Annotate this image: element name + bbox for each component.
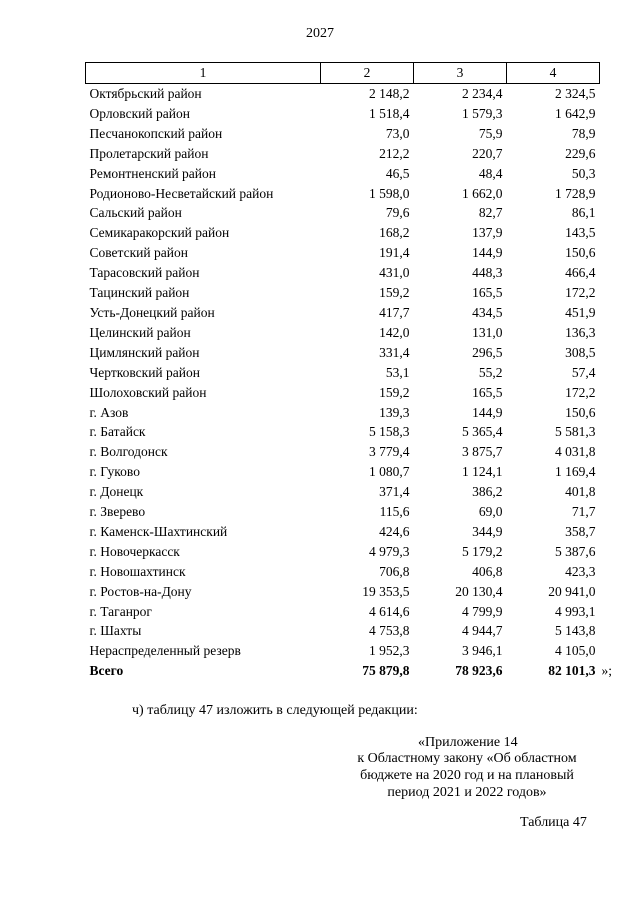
row-value: 2 234,4 <box>462 86 503 101</box>
row-value: 75,9 <box>478 125 503 141</box>
row-label: г. Волгодонск <box>89 444 168 460</box>
table-row <box>86 442 600 462</box>
row-value: 53,1 <box>385 364 410 380</box>
row-label: г. Шахты <box>89 623 142 639</box>
row-value: 4 105,0 <box>555 643 596 659</box>
table-row <box>86 144 600 164</box>
row-label: г. Каменск-Шахтинский <box>89 523 228 539</box>
row-value: 137,9 <box>472 225 503 241</box>
table-row <box>86 184 600 204</box>
row-value: 144,9 <box>472 245 503 261</box>
row-value: 136,3 <box>565 324 596 340</box>
law-reference <box>342 750 592 801</box>
row-value: 73,0 <box>385 125 410 141</box>
row-value: 159,2 <box>379 285 410 301</box>
row-label: г. Зверево <box>89 504 146 520</box>
row-label: Целинский район <box>89 324 191 340</box>
row-value: 168,2 <box>379 225 410 241</box>
table-row <box>86 223 600 243</box>
total-value <box>321 661 414 681</box>
row-value: 1 518,4 <box>369 105 410 121</box>
row-value: 2 324,5 <box>555 86 596 101</box>
amendment-paragraph: ч) таблицу 47 изложить в следующей редакции: <box>132 703 418 718</box>
row-value: 82,7 <box>478 205 503 221</box>
table-row <box>86 124 600 144</box>
row-label: г. Ростов-на-Дону <box>89 583 192 599</box>
row-value: 331,4 <box>379 344 410 360</box>
table-header-row <box>86 63 600 84</box>
row-value: 3 779,4 <box>369 444 410 460</box>
row-value: 229,6 <box>565 145 596 161</box>
row-value: 344,9 <box>472 523 503 539</box>
row-value: 1 080,7 <box>369 464 410 480</box>
row-value: 466,4 <box>565 265 596 281</box>
row-label: Песчанокопский район <box>89 125 223 141</box>
row-value: 424,6 <box>379 523 410 539</box>
appendix-title: «Приложение 14 <box>418 735 518 750</box>
row-value: 20 130,4 <box>455 583 503 599</box>
row-label: Ремонтненский район <box>89 165 216 181</box>
row-value: 4 753,8 <box>369 623 410 639</box>
row-value: 1 579,3 <box>462 105 503 121</box>
row-value: 1 124,1 <box>462 464 503 480</box>
column-header: 1 <box>86 63 321 84</box>
table-row <box>86 164 600 184</box>
row-label: Октябрьский район <box>89 86 202 101</box>
row-value: 3 946,1 <box>462 643 503 659</box>
table-row <box>86 203 600 223</box>
row-label: г. Новочеркасск <box>89 543 180 559</box>
row-value: 165,5 <box>472 384 503 400</box>
row-value: 212,2 <box>379 145 410 161</box>
row-label: г. Батайск <box>89 424 146 440</box>
row-value: 4 031,8 <box>555 444 596 460</box>
column-header: 4 <box>507 63 600 84</box>
table-row <box>86 363 600 383</box>
row-value: 386,2 <box>472 484 503 500</box>
row-value: 150,6 <box>565 404 596 420</box>
row-value: 144,9 <box>472 404 503 420</box>
column-header: 2 <box>321 63 414 84</box>
table-row <box>86 263 600 283</box>
row-value: 358,7 <box>565 523 596 539</box>
row-value: 5 365,4 <box>462 424 503 440</box>
row-value: 115,6 <box>379 504 410 520</box>
closing-quote: »; <box>601 663 613 679</box>
row-value: 5 158,3 <box>369 424 410 440</box>
row-value: 139,3 <box>379 404 410 420</box>
row-value: 1 662,0 <box>462 185 503 201</box>
row-value: 143,5 <box>565 225 596 241</box>
row-value: 4 944,7 <box>462 623 503 639</box>
table-row <box>86 602 600 622</box>
row-value: 4 993,1 <box>555 603 596 619</box>
page-number: 2027 <box>306 26 334 41</box>
row-value: 2 148,2 <box>369 86 410 101</box>
row-label: Сальский район <box>89 205 182 221</box>
row-label: г. Новошахтинск <box>89 563 186 579</box>
row-label: г. Таганрог <box>89 603 152 619</box>
row-value: 401,8 <box>565 484 596 500</box>
row-value: 165,5 <box>472 285 503 301</box>
table-label: Таблица 47 <box>520 815 587 830</box>
table-row <box>86 522 600 542</box>
table-row <box>86 641 600 661</box>
row-value: 1 642,9 <box>555 105 596 121</box>
row-label: Тарасовский район <box>89 265 200 281</box>
row-label: г. Донецк <box>89 484 144 500</box>
table-row <box>86 403 600 423</box>
row-value: 46,5 <box>385 165 410 181</box>
row-label: г. Азов <box>89 404 129 420</box>
total-value-text: 75 879,8 <box>362 663 410 679</box>
budget-table <box>85 62 613 681</box>
table-row <box>86 343 600 363</box>
row-value: 371,4 <box>379 484 410 500</box>
row-value: 423,3 <box>565 563 596 579</box>
table-row <box>86 323 600 343</box>
row-label: Цимлянский район <box>89 344 200 360</box>
row-label: Родионово-Несветайский район <box>89 185 274 201</box>
table-row <box>86 621 600 641</box>
row-value: 131,0 <box>472 324 503 340</box>
row-label: Орловский район <box>89 105 190 121</box>
column-header: 3 <box>414 63 507 84</box>
row-value: 4 799,9 <box>462 603 503 619</box>
table-row <box>86 422 600 442</box>
table-row <box>86 542 600 562</box>
row-value: 79,6 <box>385 205 410 221</box>
row-value: 308,5 <box>565 344 596 360</box>
total-value-text: 78 923,6 <box>455 663 503 679</box>
row-label: Шолоховский район <box>89 384 207 400</box>
row-label: Советский район <box>89 245 188 261</box>
row-label: Тацинский район <box>89 285 190 301</box>
table-row <box>86 283 600 303</box>
row-label: г. Гуково <box>89 464 140 480</box>
law-line: бюджете на 2020 год и на плановый <box>360 768 574 783</box>
row-value: 451,9 <box>565 304 596 320</box>
row-value: 50,3 <box>571 165 596 181</box>
table-row <box>86 482 600 502</box>
row-value: 434,5 <box>472 304 503 320</box>
table-row <box>86 104 600 124</box>
row-value: 417,7 <box>379 304 410 320</box>
table-row <box>86 462 600 482</box>
row-value: 5 179,2 <box>462 543 503 559</box>
row-value: 1 169,4 <box>555 464 596 480</box>
row-value: 78,9 <box>571 125 596 141</box>
total-label-text: Всего <box>89 663 124 679</box>
row-value: 150,6 <box>565 245 596 261</box>
row-value: 1 728,9 <box>555 185 596 201</box>
row-value: 706,8 <box>379 563 410 579</box>
row-value: 296,5 <box>472 344 503 360</box>
row-label: Пролетарский район <box>89 145 209 161</box>
row-value: 142,0 <box>379 324 410 340</box>
table-row <box>86 383 600 403</box>
row-value: 448,3 <box>472 265 503 281</box>
row-value: 71,7 <box>571 504 596 520</box>
row-value: 5 143,8 <box>555 623 596 639</box>
row-value: 431,0 <box>379 265 410 281</box>
budget-table-body <box>86 63 613 682</box>
table-row <box>86 562 600 582</box>
row-value: 4 614,6 <box>369 603 410 619</box>
row-value: 5 581,3 <box>555 424 596 440</box>
row-value: 5 387,6 <box>555 543 596 559</box>
row-value: 220,7 <box>472 145 503 161</box>
row-value: 4 979,3 <box>369 543 410 559</box>
row-label: Усть-Донецкий район <box>89 304 215 320</box>
row-value: 159,2 <box>379 384 410 400</box>
law-line: период 2021 и 2022 годов» <box>387 785 547 800</box>
total-value <box>414 661 507 681</box>
total-value <box>507 661 613 681</box>
row-label: Семикаракорский район <box>89 225 230 241</box>
row-value: 191,4 <box>379 245 410 261</box>
row-value: 20 941,0 <box>548 583 596 599</box>
row-value: 19 353,5 <box>362 583 410 599</box>
total-value-text: 82 101,3 <box>548 663 596 679</box>
row-value: 1 598,0 <box>369 185 410 201</box>
row-value: 69,0 <box>478 504 503 520</box>
row-label: Нераспределенный резерв <box>89 643 241 659</box>
total-label <box>86 661 321 681</box>
row-value: 86,1 <box>571 205 596 221</box>
table-row <box>86 303 600 323</box>
row-value: 406,8 <box>472 563 503 579</box>
table-row <box>86 502 600 522</box>
row-value: 55,2 <box>478 364 503 380</box>
table-row <box>86 84 600 104</box>
total-row <box>86 661 600 681</box>
table-row <box>86 243 600 263</box>
row-value: 172,2 <box>565 285 596 301</box>
law-line: к Областному закону «Об областном <box>357 751 577 766</box>
row-value: 172,2 <box>565 384 596 400</box>
row-value: 57,4 <box>571 364 596 380</box>
row-value: 3 875,7 <box>462 444 503 460</box>
row-label: Чертковский район <box>89 364 200 380</box>
table-row <box>86 582 600 602</box>
row-value: 1 952,3 <box>369 643 410 659</box>
row-value: 48,4 <box>478 165 503 181</box>
